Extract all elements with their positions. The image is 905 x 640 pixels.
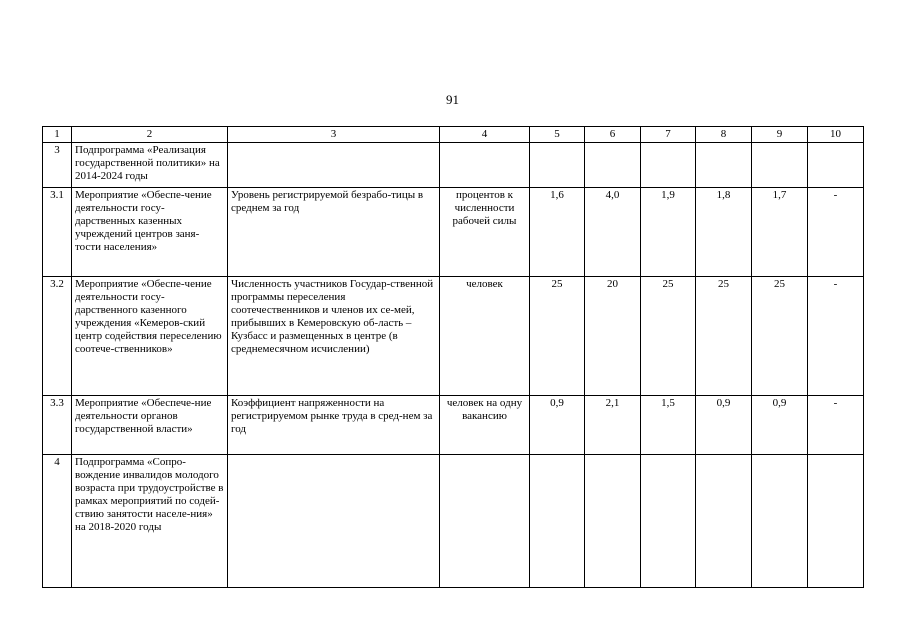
- value-cell: 1,5: [641, 396, 696, 455]
- indicator-cell: Уровень регистрируемой безрабо-тицы в среднем за год: [228, 188, 440, 277]
- value-cell: [808, 455, 864, 588]
- table-row: [43, 277, 864, 396]
- indicator-cell: [228, 455, 440, 588]
- unit-cell: человек: [440, 277, 530, 396]
- value-cell: 20: [585, 277, 641, 396]
- indicator-cell: [228, 143, 440, 188]
- unit-cell: процентов к численности рабочей силы: [440, 188, 530, 277]
- measure-cell: Мероприятие «Обеспече-ние деятельности органов государственной власти»: [72, 396, 228, 455]
- measure-cell: Подпрограмма «Реализация государственной политики» на 2014-2024 годы: [72, 143, 228, 188]
- value-cell: [585, 455, 641, 588]
- value-cell: [808, 143, 864, 188]
- header-row: [43, 127, 864, 143]
- indicator-cell: Коэффициент напряженности на регистрируемом рынке труда в сред-нем за год: [228, 396, 440, 455]
- value-cell: 4,0: [585, 188, 641, 277]
- table-row: [43, 188, 864, 277]
- value-cell: 1,8: [696, 188, 752, 277]
- row-number: 4: [43, 455, 72, 588]
- header-cell: 10: [808, 127, 864, 143]
- value-cell: [530, 455, 585, 588]
- table-row: [43, 396, 864, 455]
- header-cell: 3: [228, 127, 440, 143]
- value-cell: 25: [530, 277, 585, 396]
- value-cell: -: [808, 188, 864, 277]
- unit-cell: [440, 455, 530, 588]
- measure-cell: Мероприятие «Обеспе-чение деятельности госу-дарственного казенного учреждения «Кемеров-ский центр содействия переселению соотече-ственников»: [72, 277, 228, 396]
- value-cell: [752, 143, 808, 188]
- header-cell: 8: [696, 127, 752, 143]
- value-cell: 0,9: [752, 396, 808, 455]
- value-cell: [641, 455, 696, 588]
- table-row: [43, 455, 864, 588]
- header-cell: 7: [641, 127, 696, 143]
- value-cell: [641, 143, 696, 188]
- value-cell: 25: [696, 277, 752, 396]
- value-cell: 1,9: [641, 188, 696, 277]
- value-cell: -: [808, 396, 864, 455]
- value-cell: 1,6: [530, 188, 585, 277]
- page-number: 91: [446, 92, 459, 107]
- value-cell: [752, 455, 808, 588]
- indicators-table: [42, 126, 864, 588]
- row-number: 3.1: [43, 188, 72, 277]
- value-cell: -: [808, 277, 864, 396]
- unit-cell: [440, 143, 530, 188]
- measure-cell: Мероприятие «Обеспе-чение деятельности госу-дарственных казенных учреждений центров заня-тости населения»: [72, 188, 228, 277]
- header-cell: 4: [440, 127, 530, 143]
- value-cell: 0,9: [696, 396, 752, 455]
- value-cell: [530, 143, 585, 188]
- row-number: 3: [43, 143, 72, 188]
- value-cell: [696, 455, 752, 588]
- value-cell: 25: [752, 277, 808, 396]
- value-cell: 2,1: [585, 396, 641, 455]
- header-cell: 9: [752, 127, 808, 143]
- indicator-cell: Численность участников Государ-ственной программы переселения соотечественников и членов их се-мей, прибывших в Кемеровскую об-ласть – Кузбасс и размещенных в центре (в среднемесячном исчислении): [228, 277, 440, 396]
- header-cell: 1: [43, 127, 72, 143]
- unit-cell: человек на одну вакансию: [440, 396, 530, 455]
- row-number: 3.3: [43, 396, 72, 455]
- measure-cell: Подпрограмма «Сопро-вождение инвалидов молодого возраста при трудоустройстве в рамках мероприятий по содей-ствию занятости населе-ния» на 2018-2020 годы: [72, 455, 228, 588]
- header-cell: 2: [72, 127, 228, 143]
- value-cell: [585, 143, 641, 188]
- value-cell: 0,9: [530, 396, 585, 455]
- header-cell: 5: [530, 127, 585, 143]
- value-cell: [696, 143, 752, 188]
- header-cell: 6: [585, 127, 641, 143]
- row-number: 3.2: [43, 277, 72, 396]
- value-cell: 25: [641, 277, 696, 396]
- value-cell: 1,7: [752, 188, 808, 277]
- table-row: [43, 143, 864, 188]
